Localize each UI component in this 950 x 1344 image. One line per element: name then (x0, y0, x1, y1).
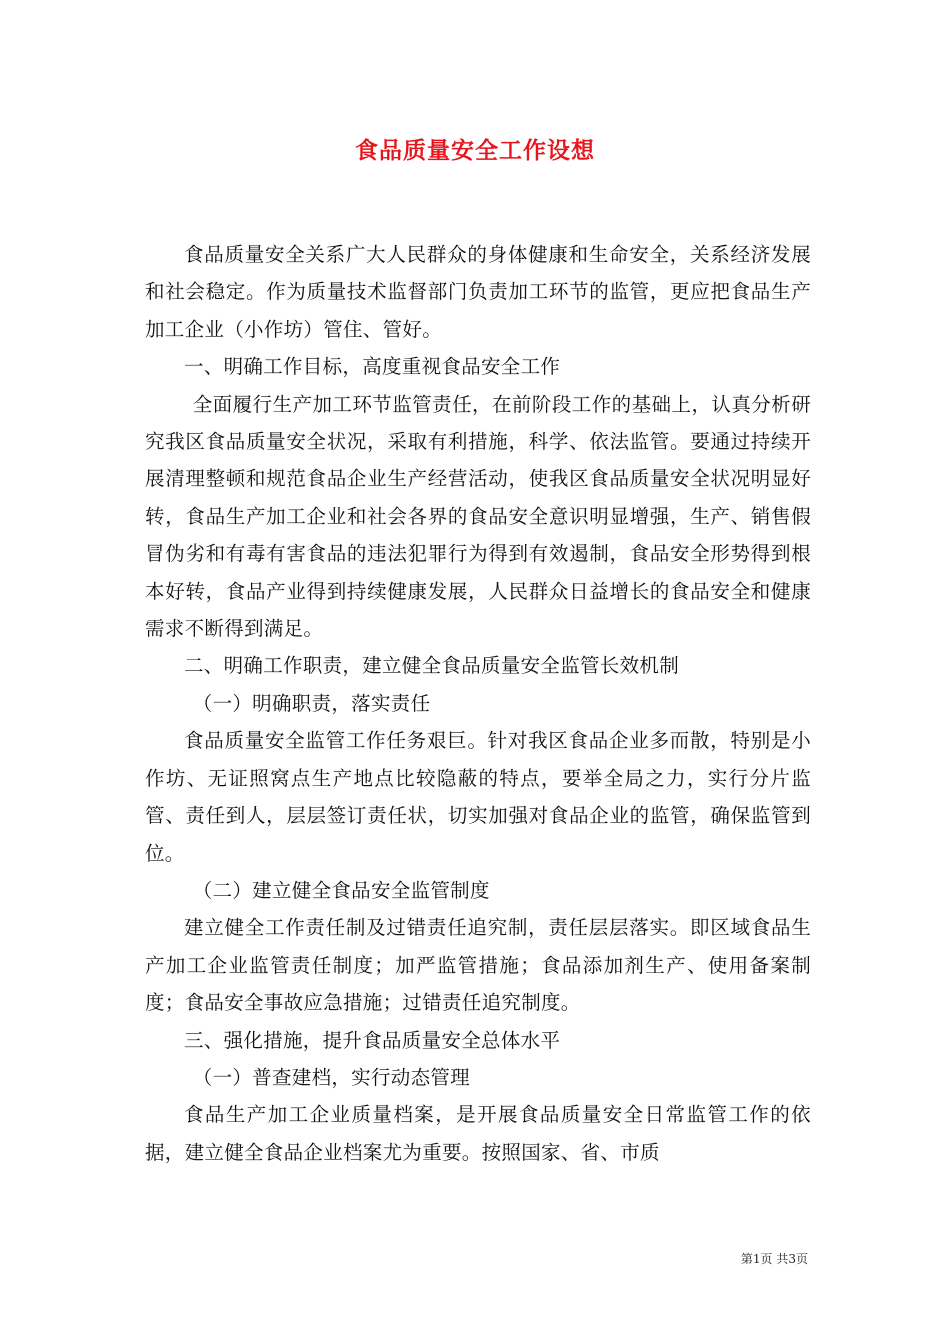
document-body (145, 236, 811, 1171)
page-current: 1 (752, 1252, 761, 1266)
subheading-2-2: （二）建立健全食品安全监管制度 (192, 878, 490, 902)
section-heading-2: 二、明确工作职责，建立健全食品质量安全监管长效机制 (184, 654, 680, 678)
page-middle: 页 共 (760, 1252, 789, 1266)
paragraph-goals: 全面履行生产加工环节监管责任，在前阶段工作的基础上，认真分析研究我区食品质量安全状况，采取有利措施，科学、依法监管。要通过持续开展清理整顿和规范食品企业生产经营活动，使我区食品质量安全状况明显好转，食品生产加工企业和社会各界的食品安全意识明显增强，生产、销售假冒伪劣和有毒有害食品的违法犯罪行为得到有效遏制，食品安全形势得到根本好转，食品产业得到持续健康发展，人民群众日益增长的食品安全和健康需求不断得到满足。 (145, 392, 811, 641)
section-heading-1: 一、明确工作目标，高度重视食品安全工作 (184, 355, 561, 379)
paragraph-archive: 食品生产加工企业质量档案，是开展食品质量安全日常监管工作的依据，建立健全食品企业档案尤为重要。按照国家、省、市质 (145, 1103, 811, 1164)
page-prefix: 第 (740, 1252, 753, 1266)
section-heading-3: 三、强化措施，提升食品质量安全总体水平 (184, 1028, 561, 1052)
page-suffix: 页 (795, 1252, 808, 1266)
paragraph-system: 建立健全工作责任制及过错责任追究制，责任层层落实。即区域食品生产加工企业监管责任制度；加严监管措施；食品添加剂生产、使用备案制度；食品安全事故应急措施；过错责任追究制度。 (145, 916, 811, 1015)
document-title: 食品质量安全工作设想 (355, 137, 595, 164)
subheading-2-1: （一）明确职责，落实责任 (192, 691, 431, 715)
page-total: 3 (788, 1252, 796, 1266)
subheading-3-1: （一）普查建档，实行动态管理 (192, 1065, 470, 1089)
paragraph-intro: 食品质量安全关系广大人民群众的身体健康和生命安全，关系经济发展和社会稳定。作为质量技术监督部门负责加工环节的监管，更应把食品生产加工企业（小作坊）管住、管好。 (145, 243, 811, 341)
page-number-footer (741, 1250, 808, 1267)
paragraph-duties: 食品质量安全监管工作任务艰巨。针对我区食品企业多而散，特别是小作坊、无证照窝点生产地点比较隐蔽的特点，要举全局之力，实行分片监管、责任到人，层层签订责任状，切实加强对食品企业的监管，确保监管到位。 (145, 729, 811, 865)
